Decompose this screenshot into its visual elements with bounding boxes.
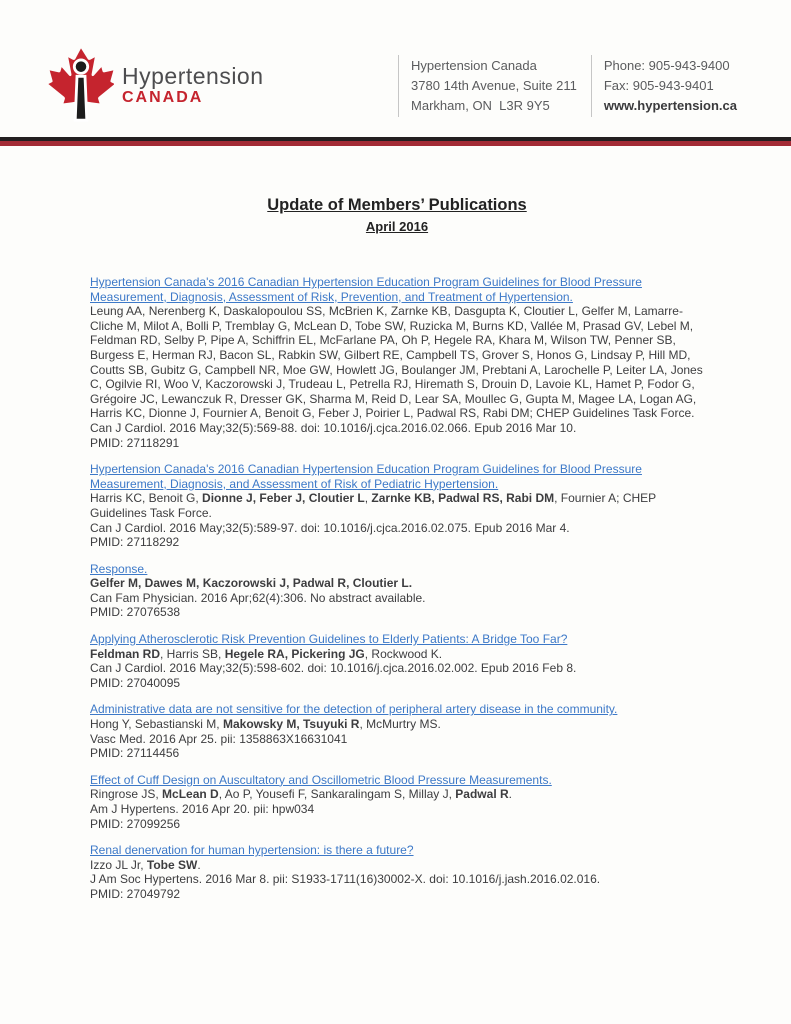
publication-entry [90,632,704,690]
separator-bar [0,137,791,146]
address-org: Hypertension Canada [411,57,537,73]
publication-entry [90,275,704,450]
publication-title-link[interactable]: Hypertension Canada's 2016 Canadian Hypertension Education Program Guidelines for Blood Pressure Measurement, Diagnosis, and Assessment of Risk of Pediatric Hypertension. [90,462,642,491]
author-names-member-bold: Tobe SW [146,857,198,872]
publication-citation: Can J Cardiol. 2016 May;32(5):569-88. doi: 10.1016/j.cjca.2016.02.066. Epub 2016 Mar 10. [90,420,577,435]
publication-citation: J Am Soc Hypertens. 2016 Mar 8. pii: S1933-1711(16)30002-X. doi: 10.1016/j.jash.2016.02.016. [90,872,601,887]
author-names-member-bold: McLean D [162,787,219,802]
publication-entry [90,843,704,901]
publication-title-link[interactable]: Administrative data are not sensitive for the detection of peripheral artery disease in the community. [90,702,618,717]
author-names-member-bold: Hegele RA, Pickering JG [224,646,365,661]
publication-citation: Can J Cardiol. 2016 May;32(5):589-97. doi: 10.1016/j.cjca.2016.02.075. Epub 2016 Mar 4. [90,520,570,535]
contact-website: www.hypertension.ca [603,98,737,114]
publication-title-link[interactable]: Response. [90,561,148,576]
author-names: Leung AA, Nerenberg K, Daskalopoulou SS, McBrien K, Zarnke KB, Dasgupta K, Cloutier L, Gelfer M, Lamarre-Cliche M, Milot A, Bolli P, Tremblay G, McLean D, Tobe SW, Ruzicka M, Burns KD, Vallée M, Prasad GV, Lebel M, Feldman RD, Selby P, Pipe A, Schiffrin EL, McFarlane PA, Oh P, Hegele RA, Khara M, Wilson TW, Penner SB, Burgess E, Herman RJ, Bacon SL, Rabkin SW, Gilbert RE, Campbell TS, Grover S, Honos G, Lindsay P, Hill MD, Coutts SB, Gubitz G, Campbell NR, Moe GW, Howlett JG, Boulanger JM, Prebtani A, Larochelle P, Leiter LA, Jones C, Ogilvie RI, Woo V, Kaczorowski J, Trudeau L, Petrella RJ, Hiremath S, Drouin D, Lavoie KL, Hamet P, Fodor G, Grégoire JC, Lewanczuk R, Dresser GK, Sharma M, Reid D, Lear SA, Moullec G, Gupta M, Magee LA, Logan AG, Harris KC, Dionne J, Fournier A, Benoit G, Feber J, Poirier L, Padwal RS, Rabi DM; CHEP Guidelines Task Force. [90,304,703,421]
contact-phone: Phone: 905-943-9400 [603,57,730,73]
author-names: Hong Y, Sebastianski M, [90,717,223,732]
publication-pmid: PMID: 27076538 [90,605,181,620]
publication-citation: Can J Cardiol. 2016 May;32(5):598-602. doi: 10.1016/j.cjca.2016.02.002. Epub 2016 Feb 8. [90,661,577,676]
brand-country: CANADA [122,89,204,107]
publication-entry [90,462,704,550]
brand-text [122,64,264,107]
publication-authors [90,787,704,802]
publication-title-link[interactable]: Hypertension Canada's 2016 Canadian Hypertension Education Program Guidelines for Blood Pressure Measurement, Diagnosis, Assessment of Risk, Prevention, and Treatment of Hypertension. [90,275,642,304]
address-city: Markham, ON L3R 9Y5 [411,98,550,114]
author-names: Izzo JL Jr, [90,857,147,872]
address-block [399,56,591,116]
author-names: Harris KC, Benoit G, [90,491,203,506]
author-names-member-bold: Zarnke KB, Padwal RS, Rabi DM [371,491,555,506]
publication-pmid: PMID: 27114456 [90,746,180,761]
maple-leaf-icon [48,47,114,125]
author-names: , Rockwood K. [364,646,443,661]
publication-authors [90,647,704,662]
publication-pmid: PMID: 27118291 [90,435,180,450]
page-subtitle: April 2016 [365,219,429,234]
publication-title-link[interactable]: Effect of Cuff Design on Auscultatory and Oscillometric Blood Pressure Measurements. [90,772,552,787]
publication-pmid: PMID: 27040095 [90,675,181,690]
publication-authors [90,304,704,421]
publication-authors [90,717,704,732]
publication-entry [90,773,704,831]
letterhead [48,44,751,128]
author-names: , [364,491,372,506]
publication-authors [90,858,704,873]
contact-block [592,56,751,116]
author-names: , Ao P, Yousefi F, Sankaralingam S, Millay J, [218,787,456,802]
separator-bar-red [0,141,791,146]
author-names: , Fournier A; CHEP Guidelines Task Force. [90,491,656,520]
author-names: . [508,787,512,802]
author-names: Ringrose JS, [90,787,163,802]
author-names: , Harris SB, [160,646,225,661]
publication-citation: Vasc Med. 2016 Apr 25. pii: 1358863X16631041 [90,731,348,746]
publication-authors [90,491,704,520]
author-names: . [197,857,201,872]
publication-pmid: PMID: 27118292 [90,535,180,550]
document-body [90,196,704,914]
address-street: 3780 14th Avenue, Suite 211 [411,77,577,93]
author-names-member-bold: Feldman RD [90,646,161,661]
publication-pmid: PMID: 27099256 [90,816,181,831]
brand-name: Hypertension [122,63,264,90]
author-names: , McMurtry MS. [359,717,441,732]
publications-list [90,275,704,902]
author-names-member-bold: Dionne J, Feber J, Cloutier L [202,491,365,506]
author-names-member-bold: Gelfer M, Dawes M, Kaczorowski J, Padwal R, Cloutier L. [90,576,413,591]
author-names-member-bold: Makowsky M, Tsuyuki R [222,717,360,732]
publication-authors [90,576,704,591]
author-names-member-bold: Padwal R [455,787,509,802]
publication-title-link[interactable]: Renal denervation for human hypertension: is there a future? [90,843,414,858]
publication-title-link[interactable]: Applying Atherosclerotic Risk Prevention Guidelines to Elderly Patients: A Bridge Too Far? [90,632,568,647]
hypertension-canada-logo [48,47,264,125]
publication-entry [90,562,704,620]
publication-citation: Can Fam Physician. 2016 Apr;62(4):306. No abstract available. [90,590,426,605]
contact-fax: Fax: 905-943-9401 [603,77,714,93]
publication-entry [90,702,704,760]
page-title: Update of Members’ Publications [267,196,527,214]
publication-pmid: PMID: 27049792 [90,886,181,901]
publication-citation: Am J Hypertens. 2016 Apr 20. pii: hpw034 [90,802,315,816]
